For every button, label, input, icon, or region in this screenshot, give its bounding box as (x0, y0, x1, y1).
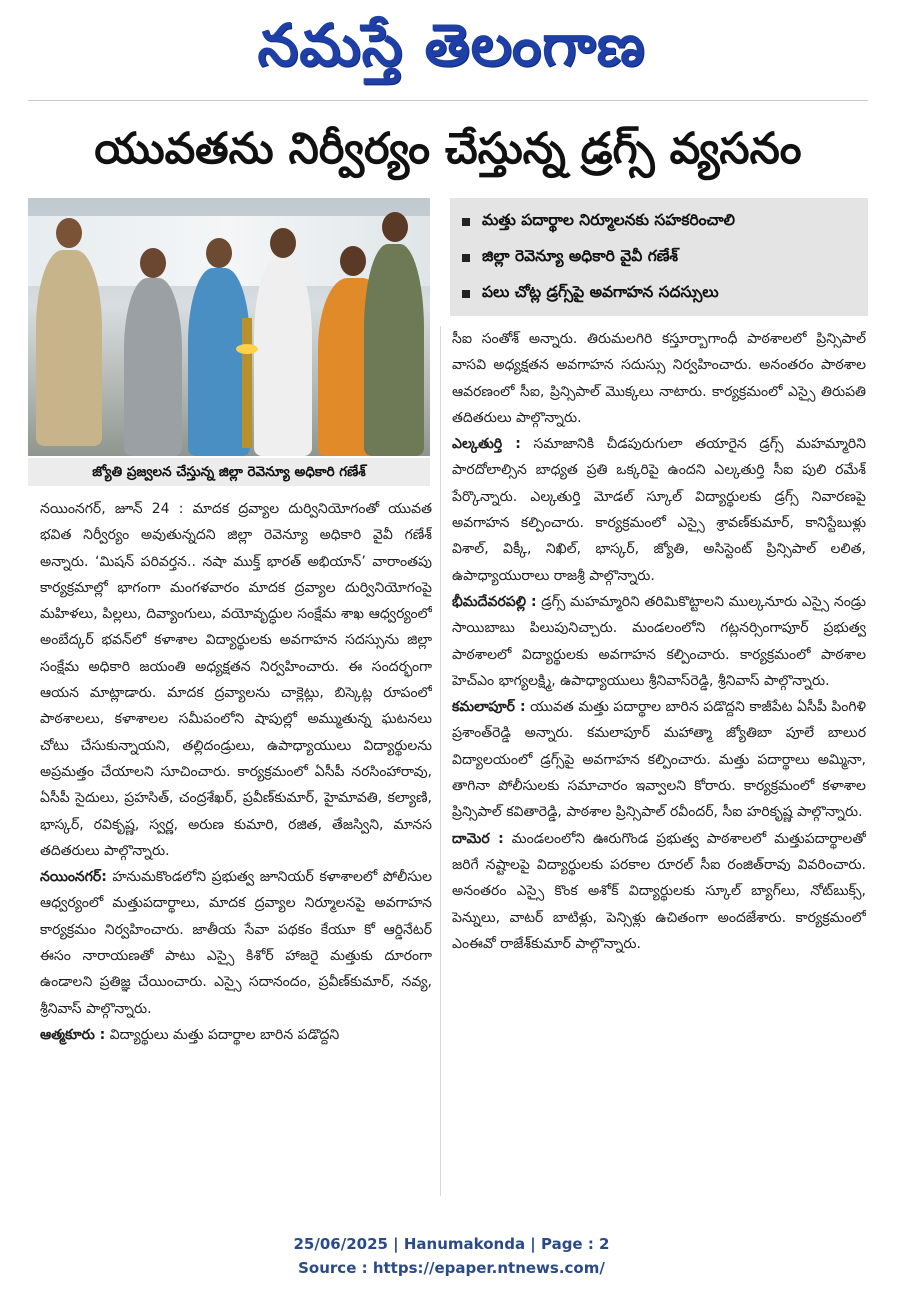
photo-figure-head (140, 248, 166, 278)
article-column-left (40, 496, 432, 1200)
square-bullet-icon (462, 290, 470, 298)
square-bullet-icon (462, 218, 470, 226)
dateline: నయింనగర్: (40, 869, 107, 886)
highlight-text: మత్తు పదార్థాల నిర్మూలనకు సహకరించాలి (482, 211, 735, 229)
photo-figure-head (206, 238, 232, 268)
highlight-text: జిల్లా రెవెన్యూ అధికారి వైవీ గణేశ్ (482, 247, 679, 265)
article-paragraph (452, 326, 866, 431)
highlight-item (450, 276, 868, 312)
photo-figure-police (36, 250, 102, 446)
footer-source: Source : https://epaper.ntnews.com/ (298, 1259, 605, 1277)
photo-figure-head (340, 246, 366, 276)
photo-caption: జ్యోతి ప్రజ్వలన చేస్తున్న జిల్లా రెవెన్యూ అధికారి గణేశ్ (28, 458, 430, 486)
dateline: భీమదేవరపల్లి : (452, 593, 537, 610)
paragraph-text: యువత మత్తు పదార్థాల బారిన పడొద్దని కాజీపేట ఏసీపీ పింగిళి ప్రశాంత్‌రెడ్డి అన్నారు. కమలాపూర్ మహాత్మా జ్యోతిబా పూలే బాలుర విద్యాలయంలో డ్రగ్స్‌పై అవగాహన కల్పించారు. మత్తు పదార్థాలు అమ్మినా, తాగినా పోలీసులకు సమాచారం ఇవ్వాలని కోరారు. కార్యక్రమంలో కళాశాల ప్రిన్సిపాల్ కవితారెడ్డి, పాఠశాల ప్రిన్సిపాల్ రవీందర్, సీఐ హరికృష్ణ పాల్గొన్నారు. (452, 699, 866, 821)
paragraph-text: సమాజానికి చీడపురుగులా తయారైన డ్రగ్స్ మహమ్మారిని పారదోలాల్సిన బాధ్యత ప్రతి ఒక్కరిపై ఉందని ఎల్కతుర్తి సీఐ పులి రమేశ్ పేర్కొన్నారు. ఎల్కతుర్తి మోడల్ స్కూల్ విద్యార్థులకు డ్రగ్స్ నివారణపై అవగాహన కల్పించారు. కార్యక్రమంలో ఎస్సై శ్రావణ్‌కుమార్, కానిస్టేబుళ్లు విశాల్, విక్కీ, నిఖిల్, భాస్కర్, జ్యోతి, అసిస్టెంట్ ప్రిన్సిపాల్ లలిత, ఉపాధ్యాయురాలు రాజశ్రీ పాల్గొన్నారు. (452, 436, 866, 584)
column-divider (440, 326, 441, 1196)
photo-figure-man (364, 244, 424, 456)
lamp-icon (242, 318, 252, 448)
paragraph-text: మండలంలోని ఊరుగొండ ప్రభుత్వ పాఠశాలలో మత్తుపదార్థాలతో జరిగే నష్టాలపై విద్యార్థులకు పరకాల రూరల్ సీఐ రంజిత్‌రావు వివరించారు. అనంతరం ఎస్సై కొంక అశోక్ విద్యార్థులకు స్కూల్ బ్యాగ్‌లు, నోట్‌బుక్స్, పెన్నులు, వాటర్ బాటిళ్లు, పెన్సిళ్లు ఉచితంగా అందజేశారు. కార్యక్రమంలో ఎంఈవో రాజేశ్‌కుమార్ పాల్గొన్నారు. (452, 830, 866, 952)
paragraph-text: నయింనగర్, జూన్ 24 : మాదక ద్రవ్యాల దుర్వినియోగంతో యువత భవిత నిర్వీర్యం అవుతున్నదని జిల్లా రెవెన్యూ అధికారి వైవీ గణేశ్ అన్నారు. ‘మిషన్ పరివర్తన.. నషా ముక్త్ భారత్ అభియాన్’ వారాంతపు కార్యక్రమాల్లో భాగంగా మంగళవారం మాదక ద్రవ్యాల దుర్వినియోగంపై మహిళలు, పిల్లలు, దివ్యాంగులు, వయోవృద్ధుల సంక్షేమ శాఖ ఆధ్వర్యంలో అంబేద్కర్ భవన్‌లో కళాశాల విద్యార్థులకు అవగాహన సదస్సును జిల్లా సంక్షేమ అధికారి జయంతి అధ్యక్షతన నిర్వహించారు. ఈ సందర్భంగా ఆయన మాట్లాడారు. మాదక ద్రవ్యాలను చాక్లెట్లు, బిస్కెట్ల రూపంలో పాఠశాలలు, కళాశాలల సమీపంలోని షాపుల్లో అమ్ముతున్న ఘటనలు చోటు చేసుకున్నాయని, తల్లిదండ్రులు, ఉపాధ్యాయులు విద్యార్థులను అప్రమత్తం చేయాలని సూచించారు. కార్యక్రమంలో ఏసీపీ నరసింహారావు, ఏసీపీ సైదులు, ప్రహసిత్, చంద్రశేఖర్, ప్రవీణ్‌కుమార్, హైమావతి, కల్యాణి, భాస్కర్, రవికృష్ణ, స్వర్ణ, అరుణ కుమారి, రజిత, తేజస్విని, మానస తదితరులు పాల్గొన్నారు. (40, 501, 432, 859)
photo-figure-head (382, 212, 408, 242)
paragraph-text: సీఐ సంతోశ్ అన్నారు. తిరుమలగిరి కస్తూర్బాగాంధీ పాఠశాలలో ప్రిన్సిపాల్ వాసవి అధ్యక్షతన అవగాహన సదుస్సు నిర్వహించారు. అనంతరం పాఠశాల ఆవరణంలో సీఐ, ప్రిన్సిపాల్ మొక్కలు నాటారు. కార్యక్రమంలో ఎస్సై తిరుపతి తదితరులు పాల్గొన్నారు. (452, 331, 866, 426)
flame-icon (236, 344, 258, 354)
paragraph-text: డ్రగ్స్ మహమ్మారిని తరిమికొట్టాలని ముల్కనూరు ఎస్సై నండ్రు సాయిబాబు పిలుపునిచ్చారు. మండలంలోని గట్లనర్సింగాపూర్ ప్రభుత్వ పాఠశాలలో విద్యార్థులకు అవగాహన కల్పించారు. కార్యక్రమంలో పాఠశాల హెచ్‌ఎం భాగ్యలక్ష్మి, ఉపాధ్యాయులు శ్రీనివాస్‌రెడ్డి, శ్రీనివాస్ పాల్గొన్నారు. (452, 593, 866, 689)
highlight-item (450, 240, 868, 276)
event-photo (28, 198, 430, 456)
page-footer (0, 1232, 903, 1280)
photo-figure-man (188, 268, 250, 456)
dateline: ఎల్కతుర్తి : (452, 436, 521, 453)
article-paragraph (452, 694, 866, 825)
masthead-divider (28, 100, 868, 101)
photo-figure-head (56, 218, 82, 248)
photo-figure-head (270, 228, 296, 258)
dateline: ఆత్మకూరు : (40, 1026, 106, 1043)
article-paragraph (452, 826, 866, 957)
paragraph-text: హనుమకొండలోని ప్రభుత్వ జూనియర్ కళాశాలలో పోలీసుల ఆధ్వర్యంలో మత్తుపదార్థాలు, మాదక ద్రవ్యాల నిర్మూలనపై అవగాహన కార్యక్రమం నిర్వహించారు. జాతీయ సేవా పథకం కేయూ కో ఆర్డినేటర్ ఈసం నారాయణతో పాటు ఎస్సై కిశోర్ హాజరై మత్తుకు దూరంగా ఉండాలని ప్రతిజ్ఞ చేయించారు. ఎస్సై సదానందం, ప్రవీణ్‌కుమార్, నవ్య, శ్రీనివాస్ పాల్గొన్నారు. (40, 869, 432, 1017)
article-paragraph (40, 1022, 432, 1048)
paragraph-text: విద్యార్థులు మత్తు పదార్థాల బారిన పడొద్దని (105, 1026, 340, 1043)
dateline: దామెర : (452, 830, 504, 847)
article-paragraph (452, 589, 866, 694)
highlights-box (450, 198, 868, 316)
square-bullet-icon (462, 254, 470, 262)
article-column-right (452, 326, 866, 1194)
photo-figure-man (254, 258, 312, 456)
highlight-item (450, 204, 868, 240)
photo-figure-man (124, 278, 182, 456)
masthead (0, 0, 903, 96)
headline: యువతను నిర్వీర్యం చేస్తున్న డ్రగ్స్ వ్యసనం (94, 124, 802, 174)
newspaper-logo: నమస్తే తెలంగాణ (257, 11, 646, 79)
article-paragraph (452, 431, 866, 589)
highlight-text: పలు చోట్ల డ్రగ్స్‌పై అవగాహన సదస్సులు (482, 283, 719, 301)
footer-date-edition: 25/06/2025 | Hanumakonda | Page : 2 (293, 1235, 610, 1253)
dateline: కమలాపూర్ : (452, 699, 526, 716)
article-paragraph (40, 864, 432, 1022)
article-paragraph (40, 496, 432, 864)
